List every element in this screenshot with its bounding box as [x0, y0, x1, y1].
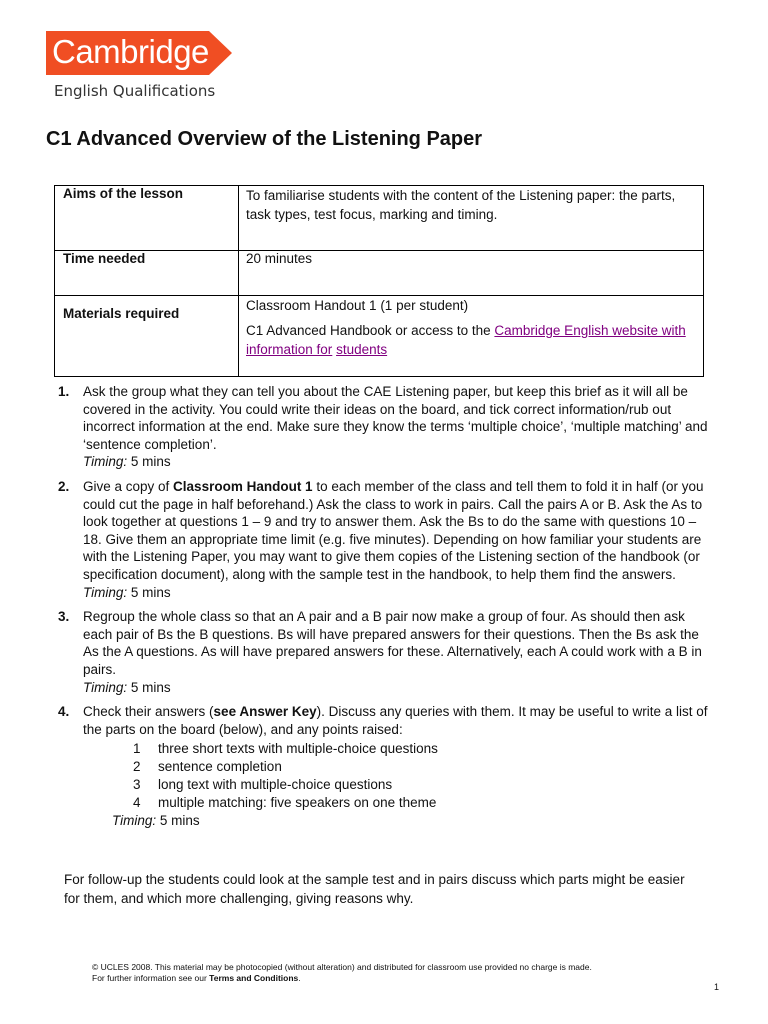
part-text: sentence completion	[158, 759, 282, 775]
handout-reference: Classroom Handout 1	[173, 478, 313, 494]
aims-value	[239, 186, 704, 251]
part-text: long text with multiple-choice questions	[158, 777, 393, 793]
list-item	[133, 794, 708, 812]
part-number: 2	[133, 759, 141, 775]
timing	[112, 812, 708, 830]
materials-value	[239, 296, 704, 377]
step-1	[58, 383, 708, 471]
part-number: 3	[133, 777, 141, 793]
step-number: 3.	[58, 609, 70, 625]
timing-value: 5 mins	[130, 679, 171, 695]
step-2	[58, 478, 708, 601]
table-row-aims	[55, 186, 704, 251]
logo-banner	[46, 31, 232, 75]
aims-label: Aims of the lesson	[55, 186, 239, 251]
part-text: multiple matching: five speakers on one theme	[158, 795, 437, 811]
page-number: 1	[714, 982, 720, 992]
timing-label: Timing:	[83, 679, 128, 695]
step-text-before: Check their answers (	[83, 704, 214, 720]
list-item	[133, 776, 708, 794]
time-value: 20 minutes	[239, 251, 704, 296]
step-4	[58, 703, 708, 830]
copyright-footer	[92, 962, 592, 984]
cambridge-logo	[46, 31, 232, 75]
timing-value: 5 mins	[130, 454, 171, 470]
footer-text: For further information see our	[92, 973, 210, 983]
materials-label: Materials required	[55, 296, 239, 377]
step-number: 4.	[58, 704, 70, 720]
footer-line-2	[92, 973, 592, 984]
page-title: C1 Advanced Overview of the Listening Paper	[46, 128, 483, 150]
timing-label: Timing:	[83, 454, 128, 470]
steps-list	[58, 383, 708, 837]
step-text-after: ). Discuss any queries with them. It may be useful to write a list of the parts on the board (below), and any points raised:	[83, 704, 708, 737]
step-text: Ask the group what they can tell you about the CAE Listening paper, but keep this brief as it will all be covered in the activity. You could write their ideas on the board, and tick correct information/rub out incorrect information at the end. Make sure they know the terms ‘multiple choice’, ‘multiple matching’ and ‘sentence completion’.	[83, 384, 708, 452]
aims-text: To familiarise students with the content of the Listening paper: the parts, task types, test focus, marking and timing.	[246, 188, 676, 222]
logo-brand-name: Cambridge	[52, 33, 209, 70]
materials-line-2-text: C1 Advanced Handbook or access to the	[246, 323, 495, 338]
list-item	[133, 758, 708, 776]
part-text: three short texts with multiple-choice questions	[158, 741, 438, 757]
step-text-after: to each member of the class and tell them to fold it in half (or you could cut the page in half beforehand.) Ask the class to work in pairs. Call the pairs A or B. Ask the As to look together at questions 1 – 9 and try to answer them. Ask the Bs to do the same with questions 10 – 18. Give them an appropriate time limit (e.g. five minutes). Depending on how familiar your students are with the Listening Paper, you may want to give them copies of the Listening section of the handbook (or specification document), along with the sample test in the handbook, to help them find the answers.	[83, 478, 704, 582]
materials-line-2	[246, 321, 696, 359]
timing-label: Timing:	[83, 584, 128, 600]
timing-label: Timing:	[112, 813, 157, 829]
timing	[83, 453, 708, 471]
time-label: Time needed	[55, 251, 239, 296]
list-item	[133, 740, 708, 758]
timing-value: 5 mins	[130, 584, 171, 600]
lesson-info-table	[54, 185, 704, 377]
timing-value: 5 mins	[159, 813, 200, 829]
students-link[interactable]: students	[336, 342, 388, 357]
part-number: 4	[133, 795, 141, 811]
step-number: 2.	[58, 478, 70, 494]
table-row-time	[55, 251, 704, 296]
answer-key-reference: see Answer Key	[213, 704, 317, 720]
logo-subtitle: English Qualifications	[54, 82, 216, 100]
timing	[83, 679, 708, 697]
step-number: 1.	[58, 384, 70, 399]
step-3	[58, 608, 708, 696]
cambridge-website-link[interactable]: Cambridge English website with information for	[246, 323, 686, 357]
table-row-materials	[55, 296, 704, 377]
step-text-before: Give a copy of	[83, 478, 174, 494]
timing	[83, 584, 708, 602]
part-number: 1	[133, 741, 141, 757]
footer-punctuation: .	[298, 973, 301, 983]
follow-up-paragraph: For follow-up the students could look at the sample test and in pairs discuss which parts might be easier for them, and which more challenging, giving reasons why.	[64, 872, 685, 906]
materials-line-1: Classroom Handout 1 (1 per student)	[246, 298, 469, 313]
step-text: Regroup the whole class so that an A pair and a B pair now make a group of four. As should then ask each pair of Bs the B questions. Bs will have prepared answers for their questions. Then the Bs ask the As the A questions. As will have prepared answers for these. Alternatively, each A could work with a B in pairs.	[83, 609, 702, 677]
terms-link[interactable]: Terms and Conditions	[209, 973, 299, 983]
parts-list	[133, 740, 708, 812]
footer-line-1: © UCLES 2008. This material may be photocopied (without alteration) and distributed for classroom use provided no charge is made.	[92, 962, 592, 972]
